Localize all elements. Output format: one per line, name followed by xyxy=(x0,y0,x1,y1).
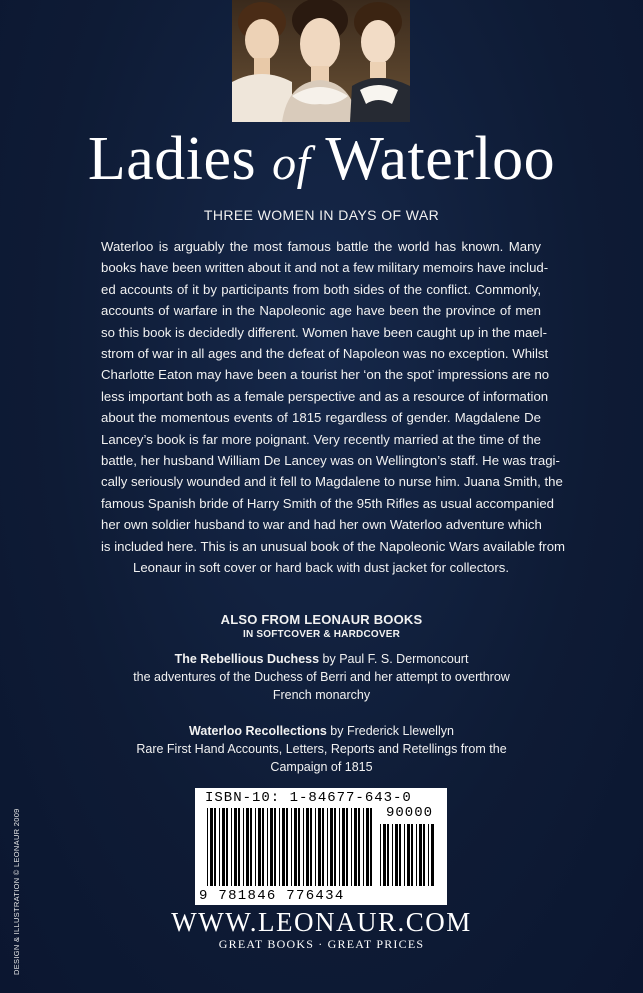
related-book-author: by Frederick Llewellyn xyxy=(326,724,454,738)
portrait-painting xyxy=(232,0,410,122)
website-url: WWW.LEONAUR.COM xyxy=(171,907,472,937)
barcode-bar xyxy=(222,808,225,886)
barcode-bar xyxy=(404,824,405,886)
barcode-bar xyxy=(234,808,237,886)
publisher-tagline: GREAT BOOKS · GREAT PRICES xyxy=(218,937,425,951)
barcode-bar xyxy=(226,808,228,886)
barcode-bar xyxy=(354,808,357,886)
blurb-line: ed accounts of it by participants from both sides of the conflict. Commonly, xyxy=(101,281,541,297)
ean-digits: 9 781846 776434 xyxy=(199,888,345,904)
blurb-line: cally seriously wounded and it fell to Magdalene to nurse him. Juana Smith, the xyxy=(101,474,563,490)
barcode-bar xyxy=(346,808,348,886)
barcode-bar xyxy=(255,808,256,886)
barcode-bar xyxy=(392,824,393,886)
book-subtitle: THREE WOMEN IN DAYS OF WAR xyxy=(203,207,440,223)
barcode-bar xyxy=(431,824,434,886)
barcode-bar xyxy=(342,808,345,886)
barcode-bar xyxy=(358,808,360,886)
title-of: of xyxy=(272,137,311,190)
barcode-bar xyxy=(428,824,429,886)
blurb-line: so this book is decidedly different. Women have been caught up in the mael- xyxy=(101,324,547,340)
barcode-bar xyxy=(383,824,386,886)
ean-bars xyxy=(207,808,373,886)
barcode-bar xyxy=(339,808,340,886)
related-book-author: by Paul F. S. Dermoncourt xyxy=(319,652,469,666)
book-title xyxy=(0,124,643,199)
blurb-line: Leonaur in soft cover or hard back with dust jacket for collectors. xyxy=(132,560,510,576)
barcode-bar xyxy=(318,808,321,886)
barcode-bar xyxy=(387,824,389,886)
barcode-bar xyxy=(330,808,333,886)
related-book xyxy=(0,650,643,704)
barcode-bar xyxy=(310,808,312,886)
barcode-bar xyxy=(306,808,309,886)
barcode-bar xyxy=(366,808,369,886)
related-book xyxy=(0,722,643,776)
barcode-bar xyxy=(214,808,216,886)
blurb-line: less important both as a female perspective and as a resource of information xyxy=(101,388,549,404)
barcode-bar xyxy=(262,808,264,886)
barcode-bar xyxy=(416,824,417,886)
barcode-bar xyxy=(274,808,276,886)
related-book-title: The Rebellious Duchess xyxy=(174,652,320,666)
isbn-text: ISBN-10: 1-84677-643-0 xyxy=(205,790,412,806)
blurb-line: is included here. This is an unusual book of the Napoleonic Wars available from xyxy=(101,538,566,554)
barcode-bar xyxy=(210,808,213,886)
barcode-bar xyxy=(351,808,352,886)
barcode-bar xyxy=(399,824,401,886)
blurb-line: Lancey’s book is far more poignant. Very recently married at the time of the xyxy=(101,431,541,447)
barcode-bar xyxy=(250,808,252,886)
blurb-line: famous Spanish bride of Harry Smith of the 95th Rifles as usual accompanied xyxy=(101,495,555,511)
barcode-bar xyxy=(279,808,280,886)
also-heading: ALSO FROM LEONAUR BOOKS xyxy=(220,612,423,627)
blurb-line: battle, her husband William De Lancey was on Wellington’s staff. He was tragi- xyxy=(101,453,560,469)
barcode-bar xyxy=(282,808,285,886)
barcode-bar xyxy=(419,824,422,886)
related-book-description: the adventures of the Duchess of Berri and her attempt to overthrow xyxy=(133,670,510,684)
barcode-bar xyxy=(267,808,268,886)
blurb-line: accounts of warfare in the Napoleonic age have been the province of men xyxy=(101,303,541,319)
barcode-bar xyxy=(411,824,413,886)
barcode-bar xyxy=(334,808,336,886)
barcode-bar xyxy=(219,808,220,886)
barcode-bar xyxy=(423,824,425,886)
blurb-line: books have been written about it and not a few military memoirs have includ- xyxy=(101,260,549,276)
title-ladies: Ladies xyxy=(87,125,273,193)
also-subheading: IN SOFTCOVER & HARDCOVER xyxy=(242,629,401,640)
design-credit: DESIGN & ILLUSTRATION © LEONAUR 2009 xyxy=(12,808,21,975)
barcode-bar xyxy=(298,808,300,886)
barcode-bar xyxy=(407,824,410,886)
barcode-bar xyxy=(231,808,232,886)
barcode-bar xyxy=(207,808,208,886)
barcode-bar xyxy=(327,808,328,886)
blurb-line: about the momentous events of 1815 regardless of gender. Magdalene De xyxy=(101,410,541,426)
related-book-description: Campaign of 1815 xyxy=(270,760,373,774)
barcode-bar xyxy=(291,808,292,886)
blurb-paragraph xyxy=(101,236,566,579)
barcode-bar xyxy=(243,808,244,886)
related-book-description: French monarchy xyxy=(272,688,371,702)
barcode-bar xyxy=(363,808,364,886)
related-book-title: Waterloo Recollections xyxy=(189,724,327,738)
barcode-bar xyxy=(238,808,240,886)
barcode-bar xyxy=(380,824,381,886)
three-ladies-illustration xyxy=(232,0,410,122)
barcode-bar xyxy=(395,824,398,886)
barcode-bar xyxy=(315,808,316,886)
barcode-bar xyxy=(270,808,273,886)
barcode-bar xyxy=(294,808,297,886)
blurb-line: strom of war in all ages and the defeat of Napoleon was no exception. Whilst xyxy=(101,346,549,362)
barcode-bar xyxy=(303,808,304,886)
addon-bars xyxy=(380,824,436,886)
blurb-line: her own soldier husband to war and had her own Waterloo adventure which xyxy=(101,517,542,533)
blurb-line: Charlotte Eaton may have been a tourist her ‘on the spot’ impressions are no xyxy=(101,367,550,383)
also-from-section xyxy=(0,612,643,640)
barcode-bar xyxy=(286,808,288,886)
blurb-line: Waterloo is arguably the most famous battle the world has known. Many xyxy=(101,239,541,254)
barcode-bar xyxy=(370,808,372,886)
barcode-bar xyxy=(246,808,249,886)
barcode-bar xyxy=(322,808,324,886)
title-waterloo: Waterloo xyxy=(310,125,556,193)
price-code: 90000 xyxy=(385,805,433,821)
barcode-bar xyxy=(258,808,261,886)
related-book-description: Rare First Hand Accounts, Letters, Reports and Retellings from the xyxy=(136,742,507,756)
isbn-barcode xyxy=(195,788,447,905)
